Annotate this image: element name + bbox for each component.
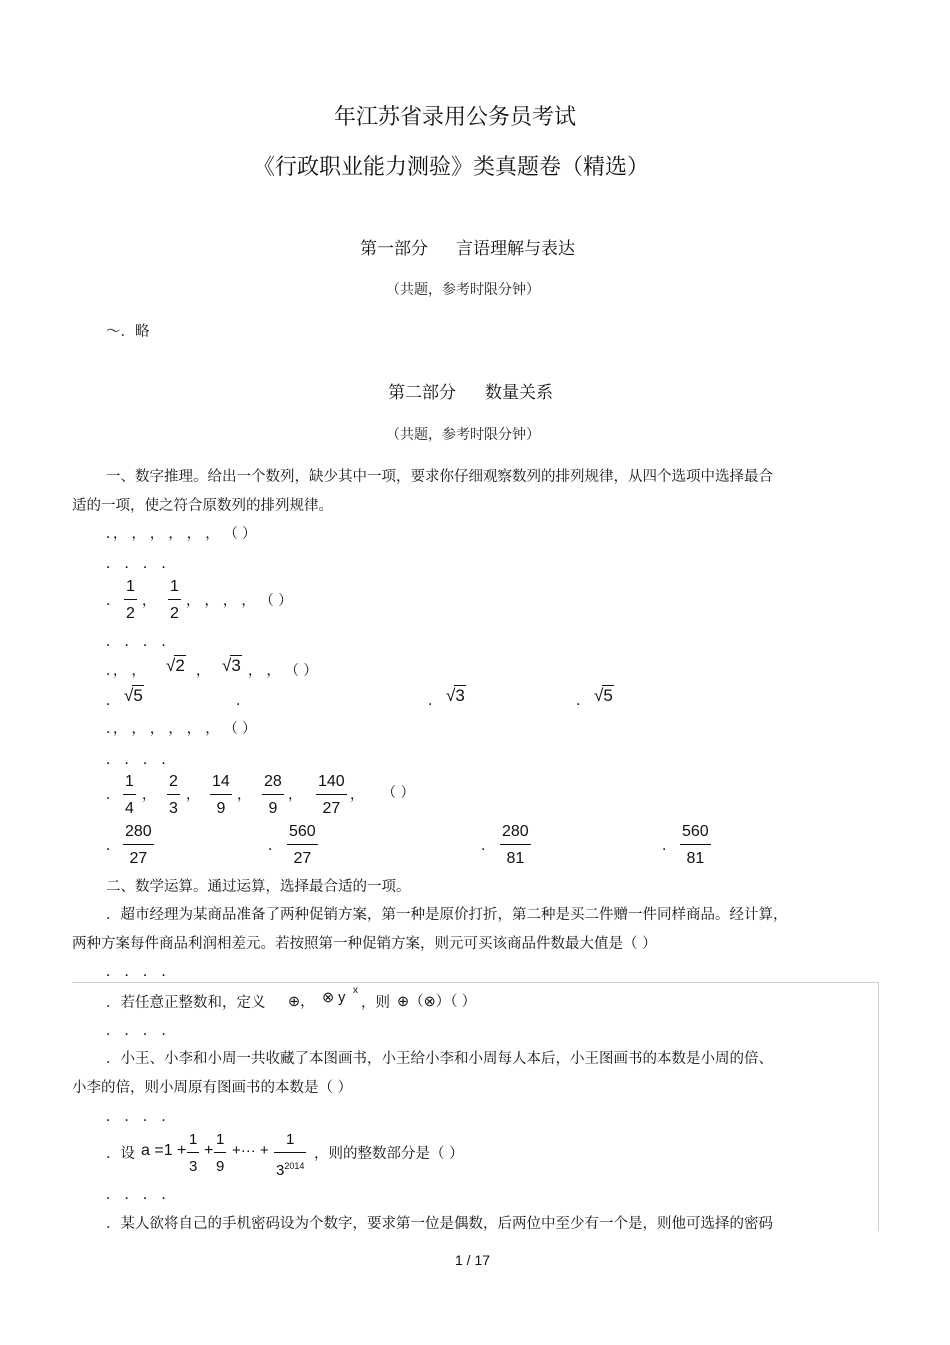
sec1-instruction-line1: 一、数字推理。给出一个数列，缺少其中一项，要求你仔细观察数列的排列规律，从四个选项中选择最合: [106, 469, 773, 485]
q5-sep-4: ，: [288, 787, 302, 803]
part1-omitted: 〜．略: [106, 324, 150, 340]
q2-fraction-1: 1 2: [126, 578, 135, 622]
q2-tail: ， ， ， ， （ ）: [186, 593, 293, 609]
part1-note: （共题，参考时限分钟）: [386, 282, 540, 298]
q9-fraction-3: 1 $3^{2014}$: [276, 1131, 305, 1179]
q7-text-b: ，则: [361, 995, 390, 1011]
sec1-instruction-line2: 适的一项，使之符合原数列的排列规律。: [72, 498, 333, 514]
q6-options: ． ． ． ．: [106, 964, 176, 980]
q3-option-a: ．: [106, 693, 120, 709]
q5-fraction-3: 14 9: [212, 773, 230, 817]
q3-stem: ．， ，: [106, 663, 146, 679]
q10-line1: ．某人欲将自己的手机密码设为个数字，要求第一位是偶数，后两位中至少有一个是，则他可选择的密码: [106, 1216, 773, 1232]
q5-sep-2: ，: [186, 787, 200, 803]
q4-options: ． ． ． ．: [106, 752, 176, 768]
q5-paren: （ ）: [382, 785, 415, 801]
q5-sep-3: ，: [237, 787, 251, 803]
doc-title-line2: 《行政职业能力测验》类真题卷（精选）: [253, 155, 650, 180]
q7-symbol-2: ⊗ y: [322, 990, 346, 1006]
q2-fraction-2: 1 2: [170, 578, 179, 622]
sec2-title: 二、数学运算。通过运算，选择最合适的一项。: [106, 879, 411, 895]
q5-fraction-1: 1 4: [125, 773, 134, 817]
q5-option-d: 560 81: [682, 823, 709, 867]
q5-option-c-dot: ．: [481, 838, 495, 854]
q7-text-a: ．若任意正整数和，定义: [106, 995, 266, 1011]
q5-option-c: 280 81: [502, 823, 529, 867]
q8-line1: ．小王、小李和小周一共收藏了本图画书，小王给小李和小周每人本后，小王图画书的本数是小周的倍、: [106, 1051, 773, 1067]
q6-line1: ．超市经理为某商品准备了两种促销方案，第一种是原价打折，第二种是买二件赠一件同样商品。经计算，: [106, 907, 788, 923]
q5-option-b-dot: ．: [268, 838, 282, 854]
q6-line2: 两种方案每件商品利润相差元。若按照第一种促销方案，则元可买该商品件数最大值是（ ）: [72, 936, 657, 952]
doc-title-line1: 年江苏省录用公务员考试: [334, 105, 577, 130]
part2-name: 数量关系: [485, 383, 553, 403]
q4-stem: ．， ， ， ， ， ， （ ）: [106, 721, 257, 737]
q7-superscript: x: [353, 985, 358, 996]
page-number: 1 / 17: [455, 1252, 491, 1268]
q5-fraction-5: 140 27: [318, 773, 345, 817]
content-frame: [72, 982, 879, 1231]
q2-prefix: ．: [106, 593, 120, 609]
q5-option-d-dot: ．: [662, 838, 676, 854]
part1-name: 言语理解与表达: [456, 239, 575, 259]
q3-option-c: ．: [428, 693, 442, 709]
q3-mid: ，: [196, 663, 210, 679]
q5-option-b: 560 27: [289, 823, 316, 867]
q3-option-b: ．: [236, 693, 250, 709]
q3-sqrt-3: √3: [222, 656, 241, 675]
q1-stem: ．， ， ， ， ， ， （ ）: [106, 526, 257, 542]
q8-options: ． ． ． ．: [106, 1109, 176, 1125]
q9-fraction-1: 1 3: [189, 1131, 198, 1175]
q7-symbol-3: ⊕（⊗）（ ）: [397, 994, 477, 1010]
q5-option-a-dot: ．: [106, 838, 120, 854]
q9-plus: +: [204, 1142, 214, 1159]
q3-option-a-sqrt: √5: [124, 686, 143, 705]
q3-sqrt-2: √2: [166, 656, 185, 675]
q5-fraction-2: 2 3: [169, 773, 178, 817]
q5-option-a: 280 27: [125, 823, 152, 867]
q2-sep: ，: [142, 593, 156, 609]
q9-options: ． ． ． ．: [106, 1187, 176, 1203]
q3-option-d-sqrt: √5: [594, 686, 613, 705]
q5-sep-1: ，: [142, 787, 156, 803]
q7-symbol-1: ⊕，: [288, 994, 315, 1010]
q9-dots: +··· +: [232, 1142, 269, 1159]
q9-tail: ，则的整数部分是（ ）: [314, 1146, 464, 1162]
q9-a-expr: a =1 +: [141, 1142, 187, 1159]
q9-fraction-2: 1 9: [216, 1131, 225, 1175]
q3-option-d: ．: [576, 693, 590, 709]
q7-options: ． ． ． ．: [106, 1023, 176, 1039]
q5-fraction-4: 28 9: [264, 773, 282, 817]
q9-prefix: ．设: [106, 1146, 135, 1162]
q8-line2: 小李的倍，则小周原有图画书的本数是（ ）: [72, 1080, 353, 1096]
q3-option-c-sqrt: √3: [446, 686, 465, 705]
q2-options: ． ． ． ．: [106, 634, 176, 650]
q5-prefix: ．: [106, 787, 120, 803]
q3-tail: ， ， （ ）: [248, 663, 318, 679]
part1-label: 第一部分: [360, 239, 428, 259]
q5-sep-5: ，: [350, 787, 364, 803]
q1-options: ． ． ． ．: [106, 556, 176, 572]
part2-label: 第二部分: [388, 383, 456, 403]
part2-note: （共题，参考时限分钟）: [386, 427, 540, 443]
